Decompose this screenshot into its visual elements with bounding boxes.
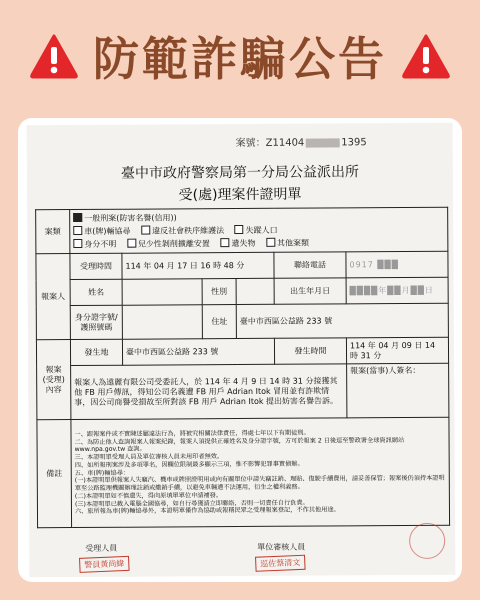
checkbox: [73, 226, 82, 235]
receiver-label: 受理人員: [85, 543, 118, 553]
page-title: 防範詐騙公告: [93, 32, 387, 86]
receive-time-label: 受理時間: [70, 253, 122, 279]
remark-item: 四、如所報刑案涉及多項罪名，因欄位限制最多顯示三項，惟不影響犯罪事實偵辦。: [74, 460, 304, 469]
case-type-options: 一般刑案(防害名譽(信用)) 車(牌)輛協尋 違反社會秩序維護法 失蹤人口 身分不明 兒少性剝削擴離安置 遺失物 其他案類: [70, 207, 448, 253]
place-value: 臺中市西區公益路 233 號: [122, 338, 274, 365]
remark-item: (一)本證明單供報案人失竊汽、機車或牌照證明用或向有關單位申請失竊註銷、理賠、復駛手續費用，請妥善保管；報案後仍須持本證明單至公路監理機關辦理註銷或繳銷手續，以避免車輛遭不法運用，衍生之權利義務。: [74, 475, 445, 493]
incident-content: 報案人為遠麗有限公司受委託人，於 114 年 4 月 9 日 14 時 31 分接獲其他 FB 用戶傳訊，得知公司名義遭 FB 用戶 Adrian Itok 冒用並有詐欺情事，因公司商譽受損故至所對該 FB 用戶 Adrian Itok 提出妨害名譽告訴。: [71, 364, 347, 420]
receive-time-value: 114 年 04 月 17 日 16 時 48 分: [122, 252, 274, 279]
police-report-document: [27, 123, 456, 578]
signature-label: 報案(當事)人簽名：: [347, 363, 449, 418]
gender-label: 性別: [202, 279, 236, 305]
remark-item: (三)本證明單已載入電腦全國協尋，如自行尋獲請立即聯絡，否則一切責任自行負責。: [74, 499, 309, 508]
birth-label: 出生年月日: [274, 278, 346, 304]
occur-time-value: 114 年 04 月 09 日 14 時 31 分: [346, 337, 448, 364]
checkbox: [266, 238, 275, 247]
checkbox: [127, 239, 136, 248]
receiver-stamp-wrap: [79, 557, 129, 572]
remark-item: 五、車(牌)輛協尋：: [74, 469, 130, 477]
case-type-label: 案類: [36, 210, 70, 254]
remark-item: (二)本證明單如不慎遺失，得向原填單單位申請補發。: [74, 491, 223, 500]
reviewer-label: 單位審核人員: [257, 542, 306, 552]
warning-icon: [401, 33, 451, 79]
warning-icon: [29, 33, 79, 79]
document-card: [18, 118, 462, 582]
address-value: 臺中市西區公益路 233 號: [236, 303, 448, 338]
remark-item: 二、為防止他人查詢報案人報案紀錄，報案人須提供正確姓名及身分證字號，方可於報案 2 日後逕至警政署全球資訊網站 www.npa.gov.tw 查詢。: [74, 436, 405, 454]
remark-item: 一、跟報案件或不實陳述屬違法行為，將被究相關法律責任，得處七年以下有期徒刑。: [74, 429, 310, 438]
name-label: 姓名: [70, 279, 122, 305]
remark-item: 六、旅所報為車(牌)輛協尋外，本證明單僅作為協助或報稱民眾之受理報案登記，不作其他用途。: [74, 506, 340, 516]
checkbox: [73, 239, 82, 248]
checkbox: [220, 238, 229, 247]
checkbox: [141, 226, 150, 235]
case-number: 案號：Z11404 1395: [235, 137, 367, 150]
remarks-label: 備註: [37, 420, 72, 528]
form-title: 受(處)理案件證明單: [178, 186, 302, 204]
id-label: 身分證字號/護照號碼: [70, 305, 122, 339]
incident-label: 報案(受理)內容: [36, 340, 70, 420]
reporter-label: 報案人: [36, 254, 71, 340]
station-name: 臺中市政府警察局第一分局公益派出所: [120, 164, 359, 182]
checkbox: [235, 225, 244, 234]
place-label: 發生地: [70, 339, 122, 365]
reviewer-stamp-wrap: [255, 556, 305, 571]
address-label: 住址: [202, 305, 236, 339]
redacted-mark: [305, 138, 339, 147]
reviewer-stamp: 巡佐蔡清文: [255, 555, 306, 572]
occur-time-label: 發生時間: [274, 338, 346, 364]
id-value: [122, 305, 202, 339]
banner: [0, 0, 480, 112]
report-form-table: [35, 207, 450, 529]
phone-label: 聯絡電話: [274, 252, 346, 278]
phone-value: 0917 ███: [346, 251, 448, 278]
checkbox-checked: [73, 213, 82, 222]
remark-item: 三、本證明單受理人員及單位審核人員未用印者無效。: [74, 453, 224, 462]
birth-value: ████年██月██日: [346, 277, 448, 304]
name-value: [122, 279, 202, 305]
receiver-stamp: 警員黃尚緯: [79, 556, 130, 573]
remarks-list: [71, 417, 450, 527]
official-seal: [409, 523, 445, 559]
gender-value: [236, 278, 274, 304]
